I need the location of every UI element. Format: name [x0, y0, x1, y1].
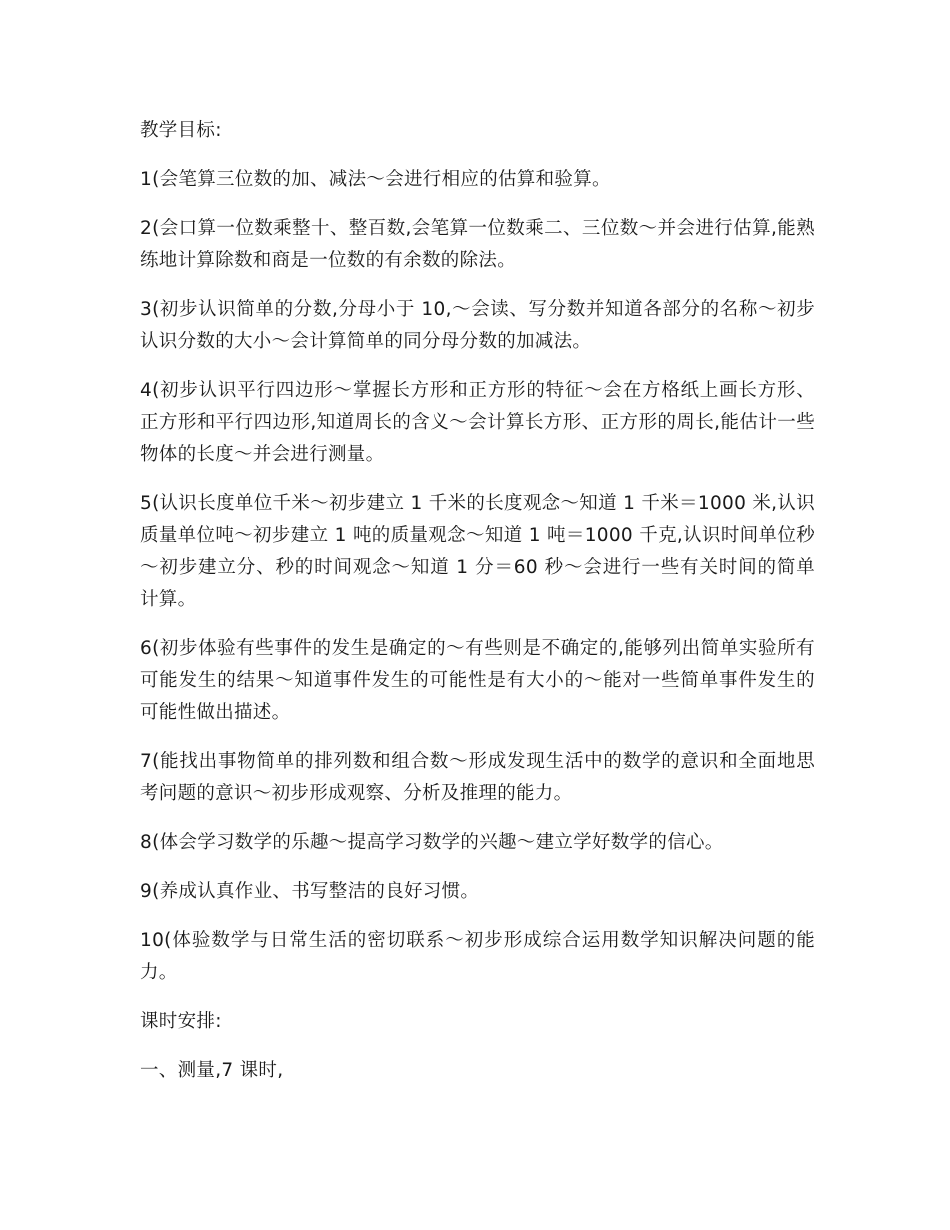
- goal-item-7: 7(能找出事物简单的排列数和组合数～形成发现生活中的数学的意识和全面地思考问题的意识～初步形成观察、分析及推理的能力。: [140, 751, 815, 804]
- heading-schedule: 课时安排:: [140, 1011, 222, 1032]
- goal-item-4: 4(初步认识平行四边形～掌握长方形和正方形的特征～会在方格纸上画长方形、正方形和平行四边形,知道周长的含义～会计算长方形、正方形的周长,能估计一些物体的长度～并会进行测量。: [140, 380, 815, 465]
- document-body: [140, 115, 815, 1104]
- goal-item-10: 10(体验数学与日常生活的密切联系～初步形成综合运用数学知识解决问题的能力。: [140, 930, 815, 983]
- goal-item-1: 1(会笔算三位数的加、减法～会进行相应的估算和验算。: [140, 169, 611, 190]
- goal-item-9: 9(养成认真作业、书写整洁的良好习惯。: [140, 881, 480, 902]
- schedule-item-1: 一、测量,7 课时,: [140, 1060, 284, 1081]
- goal-item-5: 5(认识长度单位千米～初步建立 1 千米的长度观念～知道 1 千米＝1000 米,认识质量单位吨～初步建立 1 吨的质量观念～知道 1 吨＝1000 千克,认识时间单位秒～初步建立分、秒的时间观念～知道 1 分＝60 秒～会进行一些有关时间的简单计算。: [140, 493, 815, 610]
- goal-item-3: 3(初步认识简单的分数,分母小于 10,～会读、写分数并知道各部分的名称～初步认识分数的大小～会计算简单的同分母分数的加减法。: [140, 299, 815, 352]
- goal-item-8: 8(体会学习数学的乐趣～提高学习数学的兴趣～建立学好数学的信心。: [140, 832, 724, 853]
- goal-item-6: 6(初步体验有些事件的发生是确定的～有些则是不确定的,能够列出简单实验所有可能发生的结果～知道事件发生的可能性是有大小的～能对一些简单事件发生的可能性做出描述。: [140, 638, 815, 723]
- goal-item-2: 2(会口算一位数乘整十、整百数,会笔算一位数乘二、三位数～并会进行估算,能熟练地计算除数和商是一位数的有余数的除法。: [140, 218, 815, 271]
- heading-teaching-goals: 教学目标:: [140, 120, 222, 141]
